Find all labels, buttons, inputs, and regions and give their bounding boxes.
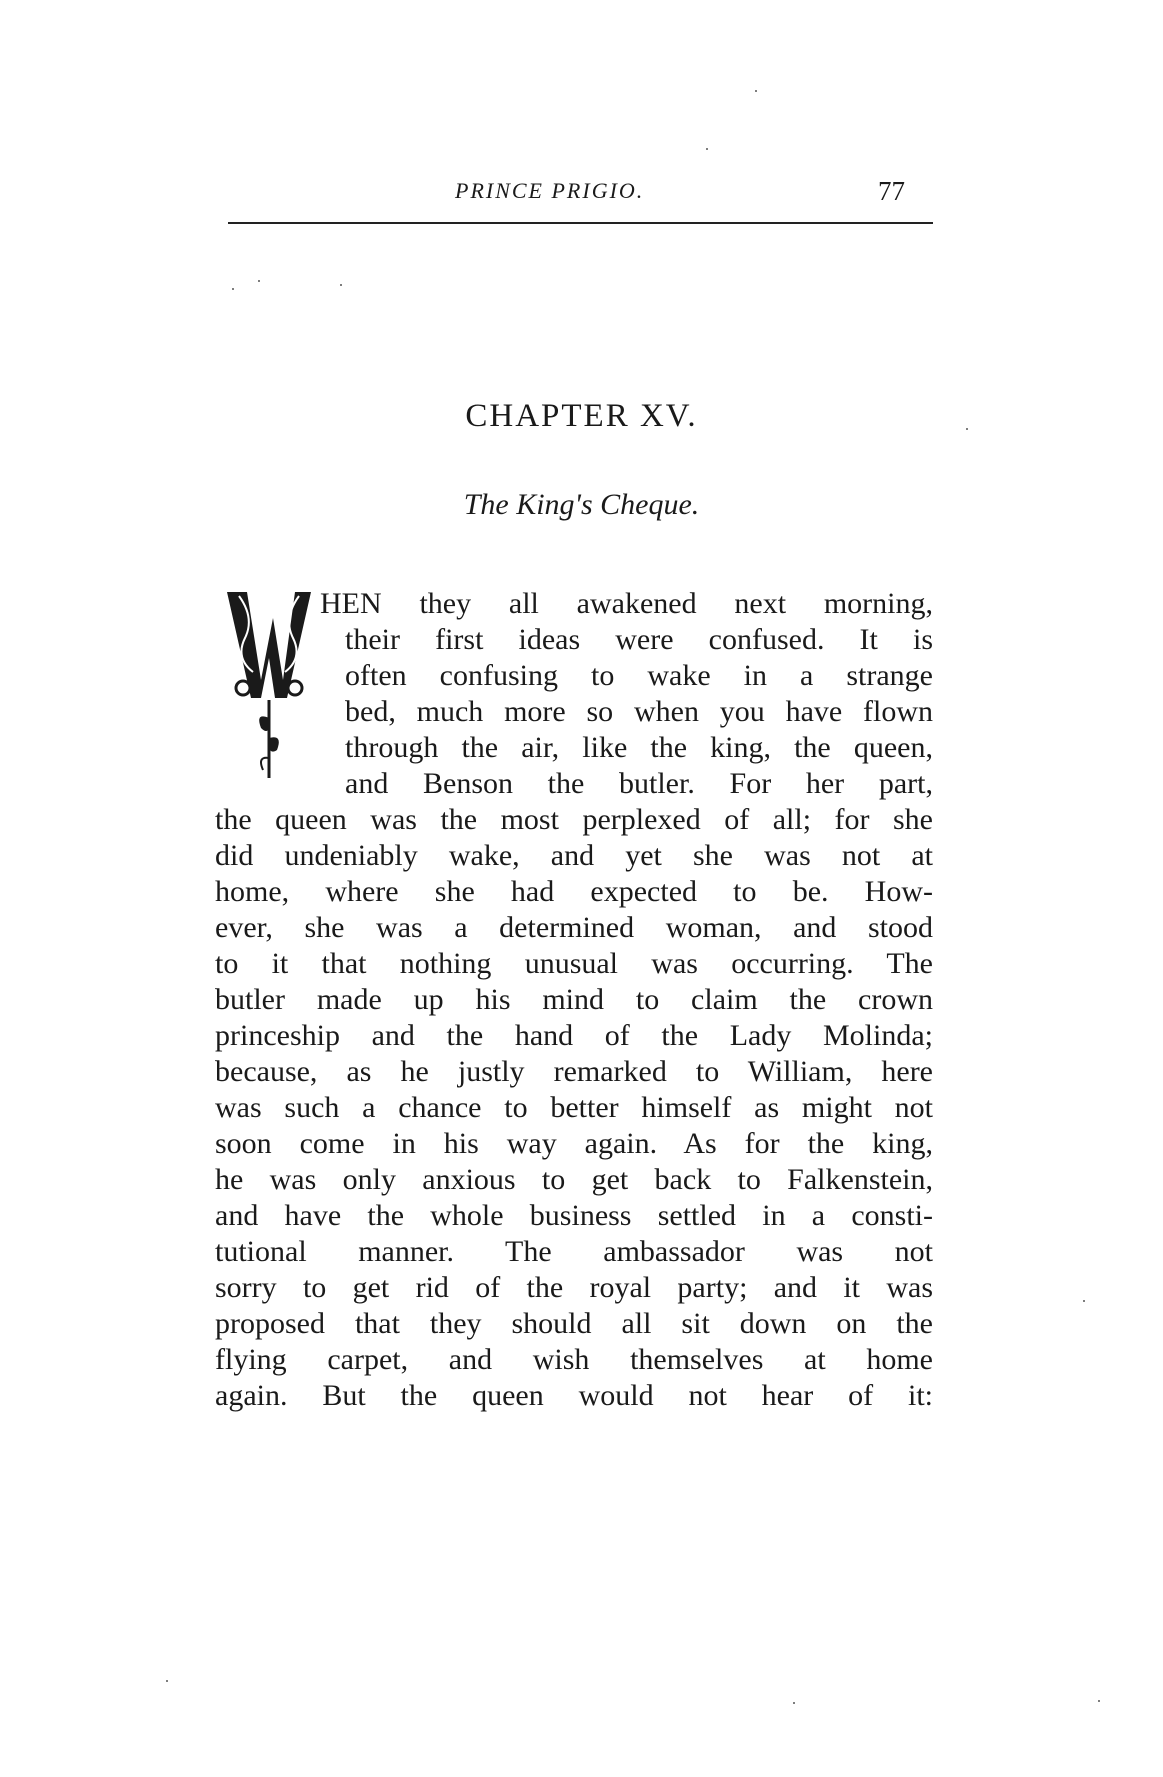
text-line: flying carpet, and wish themselves at home xyxy=(215,1343,933,1376)
text-line: through the air, like the king, the queen, xyxy=(345,731,933,764)
text-line: again. But the queen would not hear of it: xyxy=(215,1379,933,1412)
text-line: ever, she was a determined woman, and stood xyxy=(215,911,933,944)
text-line: their first ideas were confused. It is xyxy=(345,623,933,656)
running-header-title: PRINCE PRIGIO. xyxy=(455,178,645,203)
text-line: bed, much more so when you have flown xyxy=(345,695,933,728)
text-line: home, where she had expected to be. How- xyxy=(215,875,933,908)
text-line: because, as he justly remarked to William, here xyxy=(215,1055,933,1088)
scan-speck xyxy=(1083,1300,1085,1302)
text-line: and have the whole business settled in a consti- xyxy=(215,1199,933,1232)
text-line: HEN they all awakened next morning, xyxy=(320,587,933,620)
scan-speck xyxy=(1098,1700,1100,1702)
text-line: he was only anxious to get back to Falkenstein, xyxy=(215,1163,933,1196)
scan-speck xyxy=(340,284,342,286)
text-line: the queen was the most perplexed of all; for she xyxy=(215,803,933,836)
scan-speck xyxy=(232,288,234,290)
scan-speck xyxy=(166,1680,168,1682)
text-line: was such a chance to better himself as might not xyxy=(215,1091,933,1124)
text-line: sorry to get rid of the royal party; and it was xyxy=(215,1271,933,1304)
text-line: tutional manner. The ambassador was not xyxy=(215,1235,933,1268)
scan-speck xyxy=(793,1702,795,1704)
text-line: princeship and the hand of the Lady Molinda; xyxy=(215,1019,933,1052)
page-number: 77 xyxy=(878,176,905,206)
text-line: to it that nothing unusual was occurring. The xyxy=(215,947,933,980)
scan-speck xyxy=(755,90,757,92)
header-rule xyxy=(228,222,933,224)
scan-speck xyxy=(966,428,968,430)
text-line: often confusing to wake in a strange xyxy=(345,659,933,692)
text-line: butler made up his mind to claim the crown xyxy=(215,983,933,1016)
chapter-heading: CHAPTER XV. xyxy=(465,398,698,434)
chapter-subtitle: The King's Cheque. xyxy=(463,488,700,521)
text-line: did undeniably wake, and yet she was not at xyxy=(215,839,933,872)
scan-speck xyxy=(706,148,708,150)
ornamental-dropcap-w xyxy=(225,588,313,788)
text-line: proposed that they should all sit down on the xyxy=(215,1307,933,1340)
scan-speck xyxy=(258,280,260,282)
text-line: soon come in his way again. As for the king, xyxy=(215,1127,933,1160)
text-line: and Benson the butler. For her part, xyxy=(345,767,933,800)
